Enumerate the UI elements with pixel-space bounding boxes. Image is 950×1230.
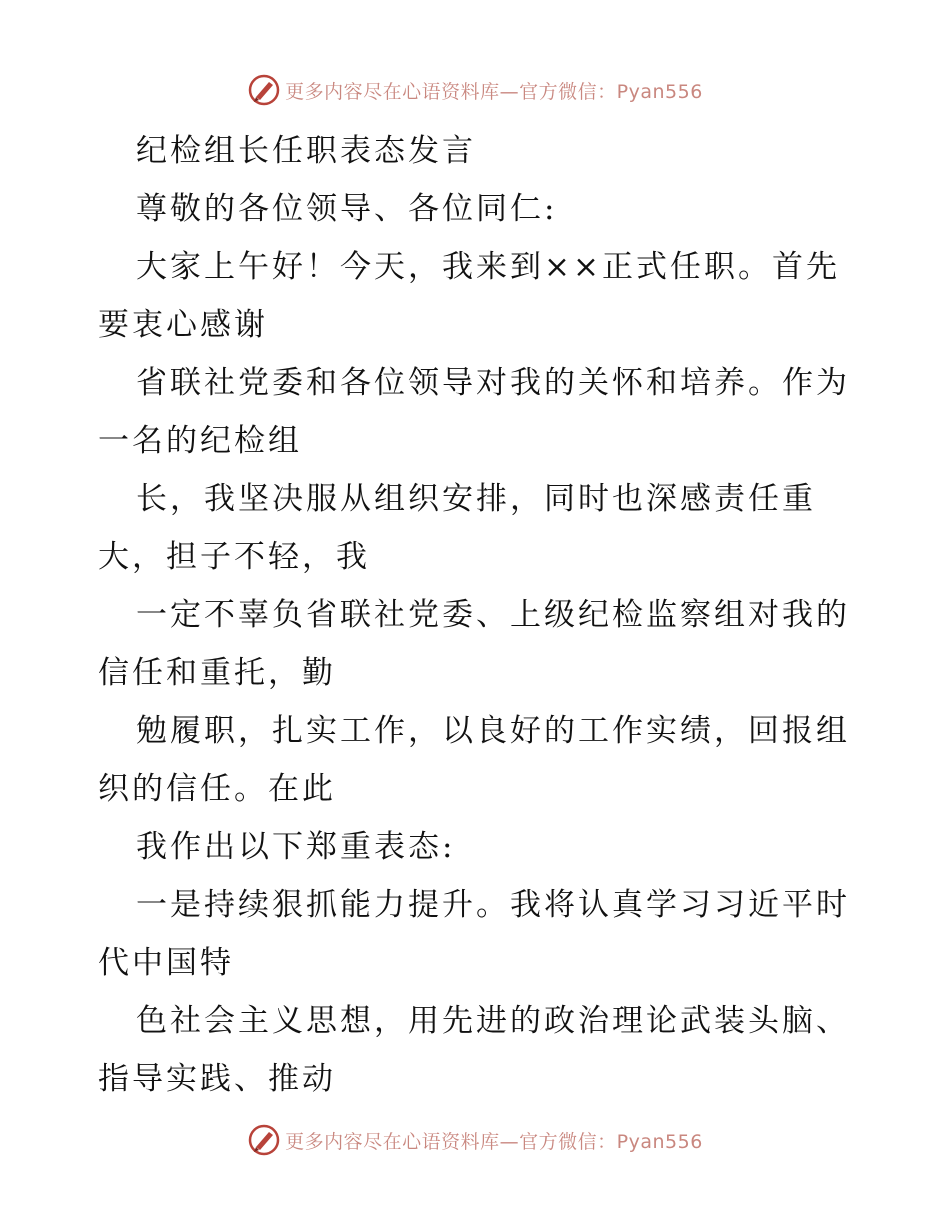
doc-line-8: 大，担子不轻，我 xyxy=(98,539,370,575)
doc-line-11: 勉履职，扎实工作，以良好的工作实绩，回报组 xyxy=(136,713,850,749)
watermark-text: 更多内容尽在心语资料库—官方微信：Pyan556 xyxy=(285,80,703,103)
doc-line-2: 尊敬的各位领导、各位同仁: xyxy=(136,191,558,227)
pen-logo-icon xyxy=(247,1123,281,1157)
doc-line-13: 我作出以下郑重表态: xyxy=(136,829,456,865)
doc-line-16: 色社会主义思想，用先进的政治理论武装头脑、 xyxy=(136,1003,850,1039)
document-body xyxy=(98,122,858,1108)
header-watermark xyxy=(0,70,950,110)
doc-line-6: 一名的纪检组 xyxy=(98,423,302,459)
doc-line-12: 织的信任。在此 xyxy=(98,771,336,807)
doc-line-15: 代中国特 xyxy=(98,945,234,981)
doc-line-5: 省联社党委和各位领导对我的关怀和培养。作为 xyxy=(136,365,850,401)
footer-watermark xyxy=(0,1120,950,1160)
doc-line-17: 指导实践、推动 xyxy=(98,1061,336,1097)
doc-line-9: 一定不辜负省联社党委、上级纪检监察组对我的 xyxy=(136,597,850,633)
doc-line-10: 信任和重托，勤 xyxy=(98,655,336,691)
doc-line-1: 纪检组长任职表态发言 xyxy=(136,133,476,169)
doc-line-14: 一是持续狠抓能力提升。我将认真学习习近平时 xyxy=(136,887,850,923)
pen-logo-icon xyxy=(247,73,281,107)
watermark-text: 更多内容尽在心语资料库—官方微信：Pyan556 xyxy=(285,1130,703,1153)
doc-line-3: 大家上午好！今天，我来到××正式任职。首先 xyxy=(136,249,840,285)
doc-line-7: 长，我坚决服从组织安排，同时也深感责任重 xyxy=(136,481,816,517)
doc-line-4: 要衷心感谢 xyxy=(98,307,268,343)
